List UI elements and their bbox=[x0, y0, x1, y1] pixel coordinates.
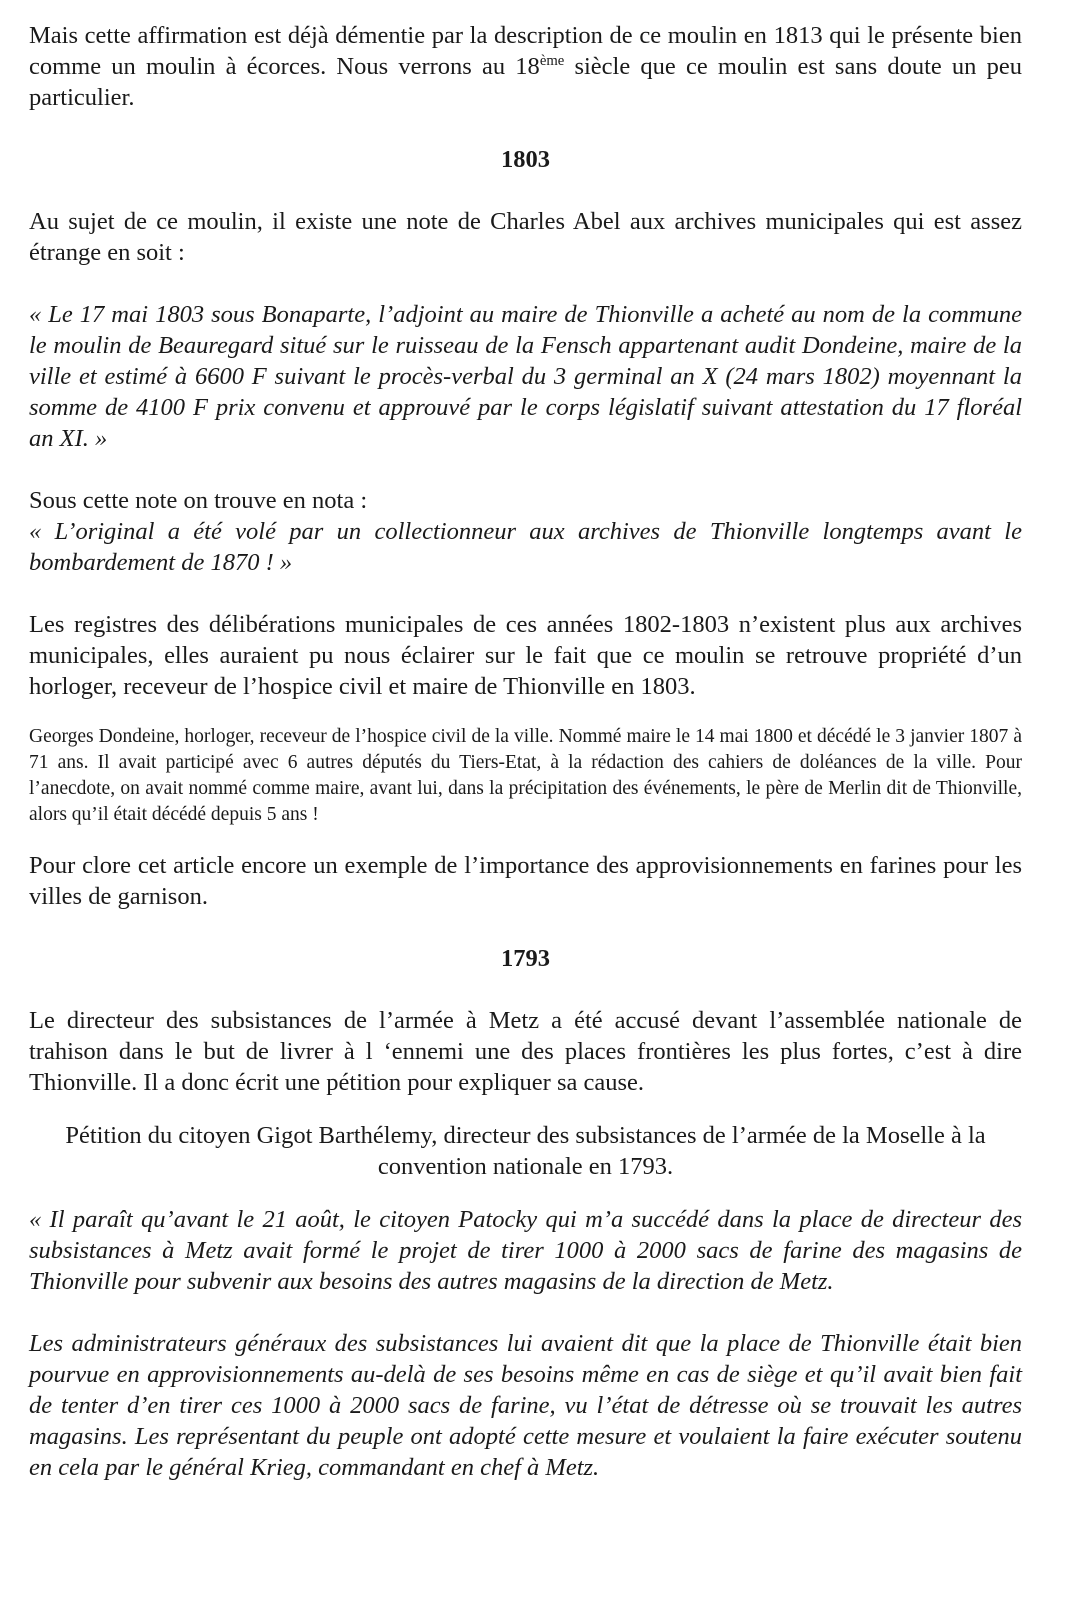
directeur-paragraph: Le directeur des subsistances de l’armée à Metz a été accusé devant l’assemblée nationale de trahison dans le but de livrer à l ‘ennemi une des places frontières les plus fortes, c’est à dire Thionville. Il a donc écrit une pétition pour expliquer sa cause. bbox=[29, 1007, 1022, 1096]
registres-paragraph: Les registres des délibérations municipales de ces années 1802-1803 n’existent plus aux archives municipales, elles auraient pu nous éclairer sur le fait que ce moulin se retrouve propriété d’un horloger, receveur de l’hospice civil et maire de Thionville en 1803. bbox=[29, 611, 1022, 700]
abel-note-intro: Au sujet de ce moulin, il existe une note de Charles Abel aux archives municipales qui est assez étrange en soit : bbox=[29, 208, 1022, 266]
intro-superscript: ème bbox=[539, 53, 565, 70]
intro-paragraph bbox=[29, 20, 1022, 113]
petition-quote-2: Les administrateurs généraux des subsistances lui avaient dit que la place de Thionville était bien pourvue en approvisionnements au-delà de ses besoins même en cas de siège et qu’il avait bien fait de tenter d’en tirer ces 1000 à 2000 sacs de farine, vu l’état de détresse où se trouvait les autres magasins. Les représentant du peuple ont adopté cette mesure et voulaient la faire exécuter soutenu en cela par le général Krieg, commandant en chef à Metz. bbox=[29, 1330, 1022, 1481]
intro-text-end: siècle que ce moulin est sans doute un peu particulier. bbox=[29, 53, 1022, 111]
petition-title: Pétition du citoyen Gigot Barthélemy, directeur des subsistances de l’armée de la Moselle à la convention nationale en 1793. bbox=[65, 1122, 986, 1180]
clore-paragraph: Pour clore cet article encore un exemple de l’importance des approvisionnements en farines pour les villes de garnison. bbox=[29, 852, 1022, 910]
heading-1793: 1793 bbox=[501, 945, 550, 972]
petition-quote-1: « Il paraît qu’avant le 21 août, le citoyen Patocky qui m’a succédé dans la place de directeur des subsistances à Metz avait formé le projet de tirer 1000 à 2000 sacs de farine des magasins de Thionville pour subvenir aux besoins des autres magasins de la direction de Metz. bbox=[29, 1206, 1022, 1295]
abel-quote: « Le 17 mai 1803 sous Bonaparte, l’adjoint au maire de Thionville a acheté au nom de la commune le moulin de Beauregard situé sur le ruisseau de la Fensch appartenant audit Dondeine, maire de la ville et estimé à 6600 F suivant le procès-verbal du 3 germinal an X (24 mars 1802) moyennant la somme de 4100 F prix convenu et approuvé par le corps législatif suivant attestation du 17 floréal an XI. » bbox=[29, 301, 1022, 452]
nota-intro: Sous cette note on trouve en nota : bbox=[29, 487, 368, 514]
heading-1803: 1803 bbox=[501, 146, 550, 173]
dondeine-note: Georges Dondeine, horloger, receveur de l’hospice civil de la ville. Nommé maire le 14 mai 1800 et décédé le 3 janvier 1807 à 71 ans. Il avait participé avec 6 autres députés du Tiers-Etat, à la rédaction des cahiers de doléances de la ville. Pour l’anecdote, on avait nommé comme maire, avant lui, dans la précipitation des événements, le père de Merlin dit de Thionville, alors qu’il était décédé depuis 5 ans ! bbox=[29, 726, 1022, 825]
intro-text-start: Mais cette affirmation est déjà démentie par la description de ce moulin en 1813 qui le présente bien comme un moulin à écorces. Nous verrons au 18 bbox=[29, 22, 1022, 80]
nota-quote: « L’original a été volé par un collectionneur aux archives de Thionville longtemps avant le bombardement de 1870 ! » bbox=[29, 518, 1022, 576]
